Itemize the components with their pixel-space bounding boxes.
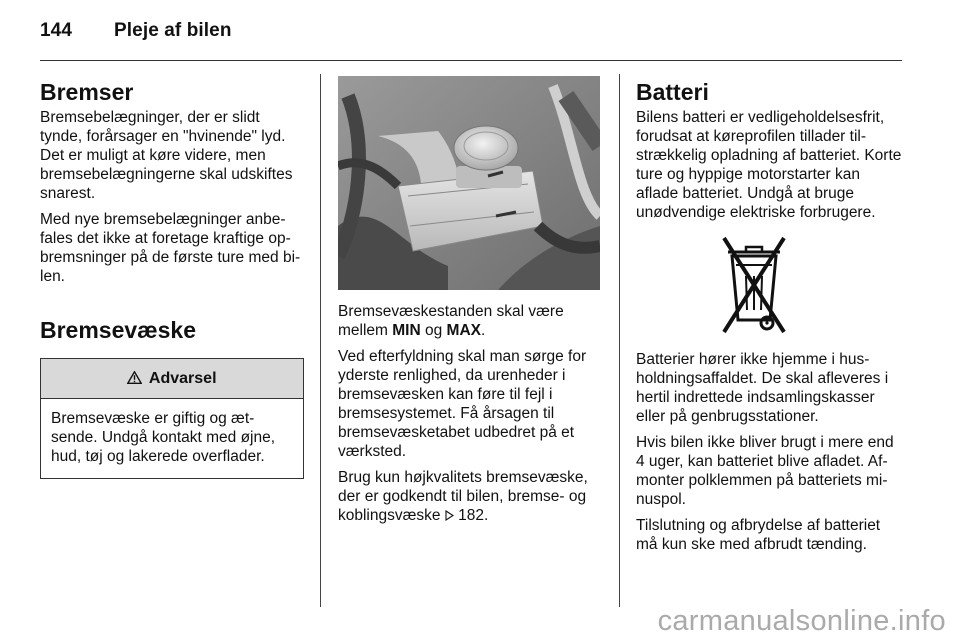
max-mark-label: MAX	[446, 322, 481, 339]
page-number: 144	[40, 20, 73, 41]
watermark: carmanualsonline.info	[657, 605, 946, 637]
column-divider-left	[320, 74, 321, 607]
warning-header	[41, 359, 303, 399]
refill-paragraph: Ved efterfyldning skal man sørge for yderste renlighed, da urenheder i bremsevæsken kan føre til fejl i bremsesystemet. Få årsagen til bremsevæsketabet udbedret på et værksted.	[338, 348, 587, 460]
section-heading-battery: Batteri	[636, 79, 709, 105]
crossed-out-wheelie-bin-icon	[636, 232, 902, 336]
warning-box	[40, 358, 304, 479]
section-heading-brakes: Bremser	[40, 79, 134, 105]
battery-paragraph-3: Hvis bilen ikke bliver brugt i mere end 4 uger, kan batteriet blive afladet. Af-monter polklemmen på batteriets mi-nuspol.	[636, 434, 894, 508]
warning-title: Advarsel	[148, 370, 217, 387]
right-column	[636, 78, 902, 561]
header-rule	[40, 60, 902, 61]
middle-column	[338, 78, 606, 532]
page-reference-icon	[445, 507, 454, 524]
min-mark-label: MIN	[392, 322, 421, 339]
brakes-paragraph-2: Med nye bremsebelægninger anbe-fales det ikke at foretage kraftige op-bremsninger på de første ture med bi-len.	[40, 211, 301, 285]
fluid-quality-paragraph: Brug kun højkvalitets bremsevæske, der er godkendt til bilen, bremse- og koblingsvæske 182.	[338, 469, 588, 524]
battery-paragraph-4: Tilslutning og afbrydelse af batteriet må kun ske med afbrudt tænding.	[636, 517, 881, 553]
brakes-paragraph-1: Bremsebelægninger, der er slidt tynde, forårsager en "hvinende" lyd. Det er muligt at køre videre, men bremsebelægningerne skal udskiftes snarest.	[40, 109, 293, 202]
page-header	[40, 20, 232, 42]
battery-paragraph-1: Bilens batteri er vedligeholdelsesfrit, forudsat at køreprofilen tillader til-strækkelig opladning af batteriet. Korte ture og hyppige motorstarter kan aflade batteriet. Undgå at bruge unødvendige elektriske forbrugere.	[636, 109, 902, 221]
fluid-level-paragraph: Bremsevæskestanden skal være mellem MIN og MAX.	[338, 303, 564, 339]
left-column	[40, 78, 306, 479]
page-title: Pleje af bilen	[114, 20, 232, 41]
column-divider-right	[619, 74, 620, 607]
section-heading-brake-fluid: Bremsevæske	[40, 317, 197, 343]
warning-text: Bremsevæske er giftig og æt-sende. Undgå kontakt med øjne, hud, tøj og lakerede overflader.	[51, 410, 276, 465]
warning-triangle-icon	[127, 370, 146, 387]
brake-fluid-reservoir-photo	[338, 76, 600, 290]
battery-paragraph-2: Batterier hører ikke hjemme i hus-holdningsaffaldet. De skal afleveres i hertil indrettede indsamlingskasser eller på genbrugsstationer.	[636, 351, 889, 425]
page-reference-link[interactable]: 182.	[458, 507, 489, 524]
